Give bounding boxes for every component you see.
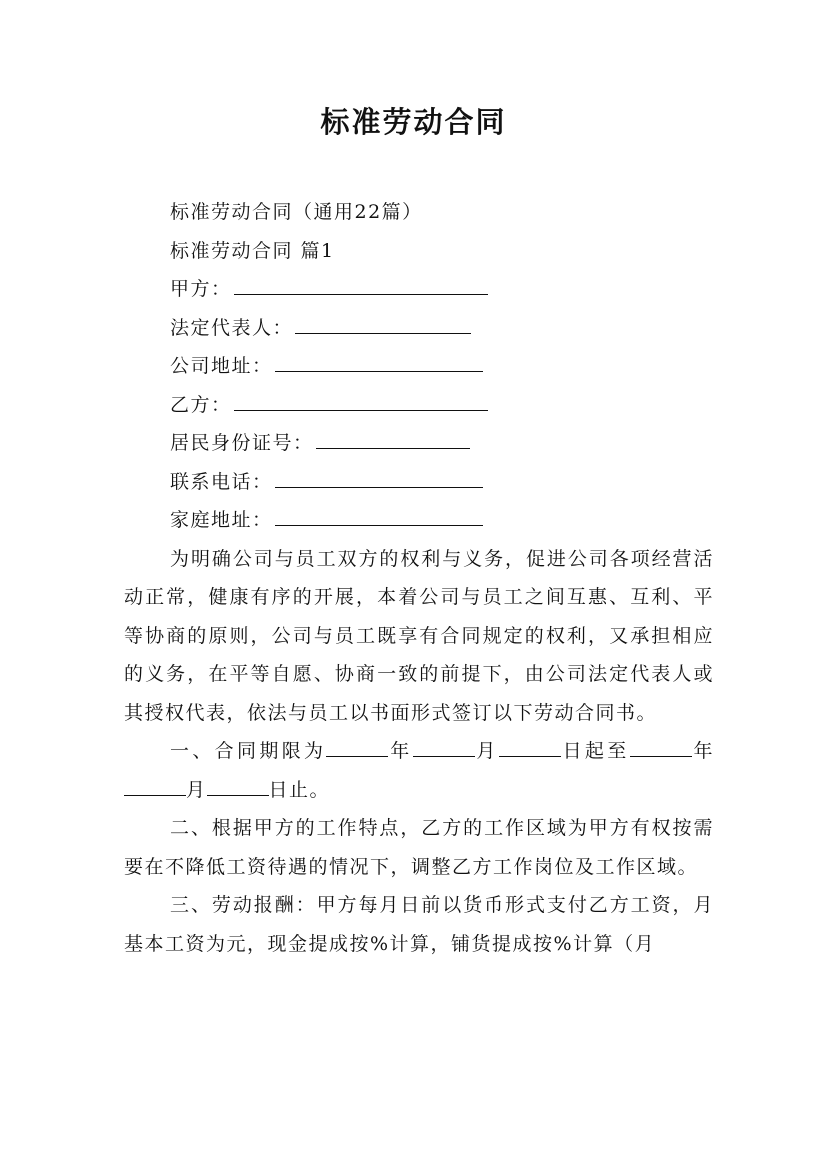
document-subtitle: 标准劳动合同（通用22篇） xyxy=(170,201,423,223)
clause-1-prefix: 一、合同期限为 xyxy=(170,740,327,762)
month2-blank xyxy=(124,773,186,796)
field-label: 甲方： xyxy=(170,278,232,300)
field-company-address xyxy=(124,347,714,386)
clause-1-end: 日止。 xyxy=(268,778,331,801)
clause-1-month: 月 xyxy=(474,740,499,762)
clause-1-contract-term xyxy=(124,732,714,809)
clause-3-remuneration: 三、劳动报酬：甲方每月日前以货币形式支付乙方工资，月基本工资为元，现金提成按%计算，铺货提成按%计算（月 xyxy=(124,894,714,955)
field-legal-representative xyxy=(124,309,714,348)
fill-blank xyxy=(275,465,483,488)
clause-1-year2: 年 xyxy=(691,740,714,762)
year2-blank xyxy=(630,734,692,757)
intro-paragraph: 为明确公司与员工双方的权利与义务，促进公司各项经营活动正常，健康有序的开展，本着公司与员工之间互惠、互利、平等协商的原则，公司与员工既享有合同规定的权利，又承担相应的义务，在平等自愿、协商一致的前提下，由公司法定代表人或其授权代表，依法与员工以书面形式签订以下劳动合同书。 xyxy=(124,547,714,724)
fill-blank xyxy=(275,349,483,372)
year-blank xyxy=(326,734,388,757)
field-id-number xyxy=(124,424,714,463)
month-blank xyxy=(413,734,475,757)
fill-blank xyxy=(234,388,488,411)
clause-1-day-to: 日起至 xyxy=(560,740,630,762)
fill-blank xyxy=(234,272,488,295)
field-label: 联系电话： xyxy=(170,470,273,493)
field-label: 公司地址： xyxy=(170,355,273,377)
field-party-b xyxy=(124,386,714,425)
fill-blank xyxy=(275,503,483,526)
section-heading: 标准劳动合同 篇1 xyxy=(170,239,335,262)
document-title: 标准劳动合同 xyxy=(320,105,507,139)
day2-blank xyxy=(207,773,269,796)
document-body xyxy=(124,193,714,963)
day-blank xyxy=(499,734,561,757)
clause-1-month2: 月 xyxy=(186,778,207,801)
fill-blank xyxy=(316,426,470,449)
field-label: 居民身份证号： xyxy=(170,432,314,454)
clause-1-year: 年 xyxy=(388,740,413,762)
field-label: 法定代表人： xyxy=(170,316,294,339)
fill-blank xyxy=(295,311,471,334)
field-label: 乙方： xyxy=(170,393,232,416)
field-party-a xyxy=(124,270,714,309)
field-home-address xyxy=(124,501,714,540)
field-phone xyxy=(124,463,714,502)
clause-2-work-area: 二、根据甲方的工作特点，乙方的工作区域为甲方有权按需要在不降低工资待遇的情况下，调整乙方工作岗位及工作区域。 xyxy=(124,817,714,878)
field-label: 家庭地址： xyxy=(170,509,273,531)
